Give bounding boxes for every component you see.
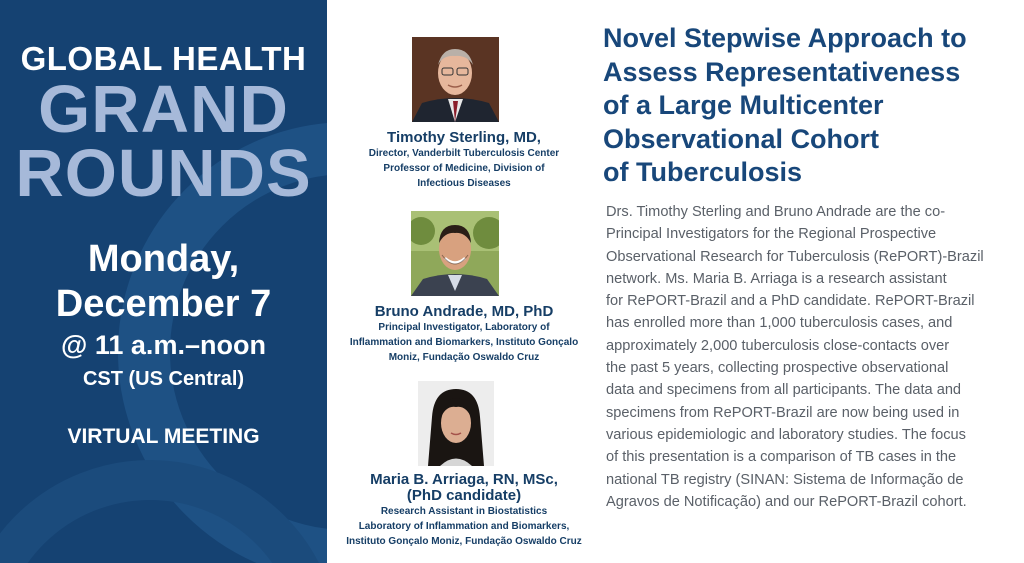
- talk-abstract: [606, 201, 1006, 513]
- speaker-role: Research Assistant in Biostatistics: [380, 506, 548, 517]
- speaker-role: Laboratory of Inflammation and Biomarkers,: [358, 521, 570, 532]
- speaker-photo-sterling: [412, 37, 499, 122]
- abstract-line: Drs. Timothy Sterling and Bruno Andrade are the co-: [606, 204, 946, 220]
- abstract-line: Observational Research for Tuberculosis (RePORT)-Brazil: [606, 248, 984, 265]
- talk-title-line: Assess Representativeness: [603, 56, 961, 87]
- abstract-line: has enrolled more than 1,000 tuberculosis cases, and: [606, 315, 953, 332]
- speaker-card: [330, 303, 598, 365]
- speaker-role: Professor of Medicine, Division of: [383, 163, 545, 174]
- abstract-line: approximately 2,000 tuberculosis close-contacts over: [606, 337, 950, 354]
- series-title-line3: ROUNDS: [15, 136, 312, 211]
- talk-title-line: of Tuberculosis: [603, 157, 803, 187]
- speaker-card: [330, 472, 598, 549]
- abstract-line: of this presentation is a comparison of TB cases in the: [606, 449, 957, 466]
- speaker-card: [330, 129, 598, 191]
- talk-title: [603, 22, 1018, 190]
- speaker-name: Timothy Sterling, MD,: [387, 129, 541, 146]
- abstract-line: the past 5 years, collecting prospective observational: [606, 360, 949, 377]
- abstract-line: national TB registry (SINAN: Sistema de Informação de: [606, 471, 964, 488]
- abstract-line: specimens from RePORT-Brazil are now being used in: [606, 404, 960, 421]
- speaker-role: Principal Investigator, Laboratory of: [378, 322, 550, 333]
- speaker-role: Instituto Gonçalo Moniz, Fundação Oswaldo Cruz: [346, 536, 582, 547]
- abstract-line: Principal Investigators for the Regional Prospective: [606, 226, 937, 243]
- event-format: VIRTUAL MEETING: [67, 425, 260, 448]
- speaker-role: Infectious Diseases: [417, 178, 511, 189]
- speaker-name-suffix: (PhD candidate): [406, 487, 522, 504]
- event-date: December 7: [55, 283, 272, 325]
- event-panel: [0, 0, 327, 563]
- abstract-line: Agravos de Notificação) and our RePORT-Brazil cohort.: [606, 493, 967, 510]
- talk-title-line: Novel Stepwise Approach to: [603, 23, 967, 53]
- speaker-photo-arriaga: [418, 381, 494, 466]
- series-title-line2: GRAND: [38, 72, 289, 147]
- abstract-line: data and specimens from all participants. The data and: [606, 382, 962, 399]
- event-day: Monday,: [87, 238, 240, 280]
- series-title-line1: GLOBAL HEALTH: [20, 40, 307, 77]
- talk-title-line: of a Large Multicenter: [603, 90, 884, 120]
- event-time: @ 11 a.m.–noon: [61, 330, 266, 360]
- speaker-role: Inflammation and Biomarkers, Instituto Gonçalo: [349, 337, 579, 348]
- talk-title-line: Observational Cohort: [603, 123, 880, 154]
- abstract-line: network. Ms. Maria B. Arriaga is a research assistant: [606, 270, 947, 287]
- speaker-name: Bruno Andrade, MD, PhD: [374, 303, 554, 320]
- speaker-photo-andrade: [411, 211, 499, 296]
- abstract-line: various epidemiologic and laboratory studies. The focus: [606, 426, 966, 443]
- speaker-name: Maria B. Arriaga, RN, MSc,: [370, 471, 558, 488]
- speaker-role: Director, Vanderbilt Tuberculosis Center: [368, 148, 560, 159]
- event-timezone: CST (US Central): [82, 368, 245, 390]
- abstract-line: for RePORT-Brazil and a PhD candidate. RePORT-Brazil: [606, 293, 975, 310]
- speaker-role: Moniz, Fundação Oswaldo Cruz: [388, 352, 540, 363]
